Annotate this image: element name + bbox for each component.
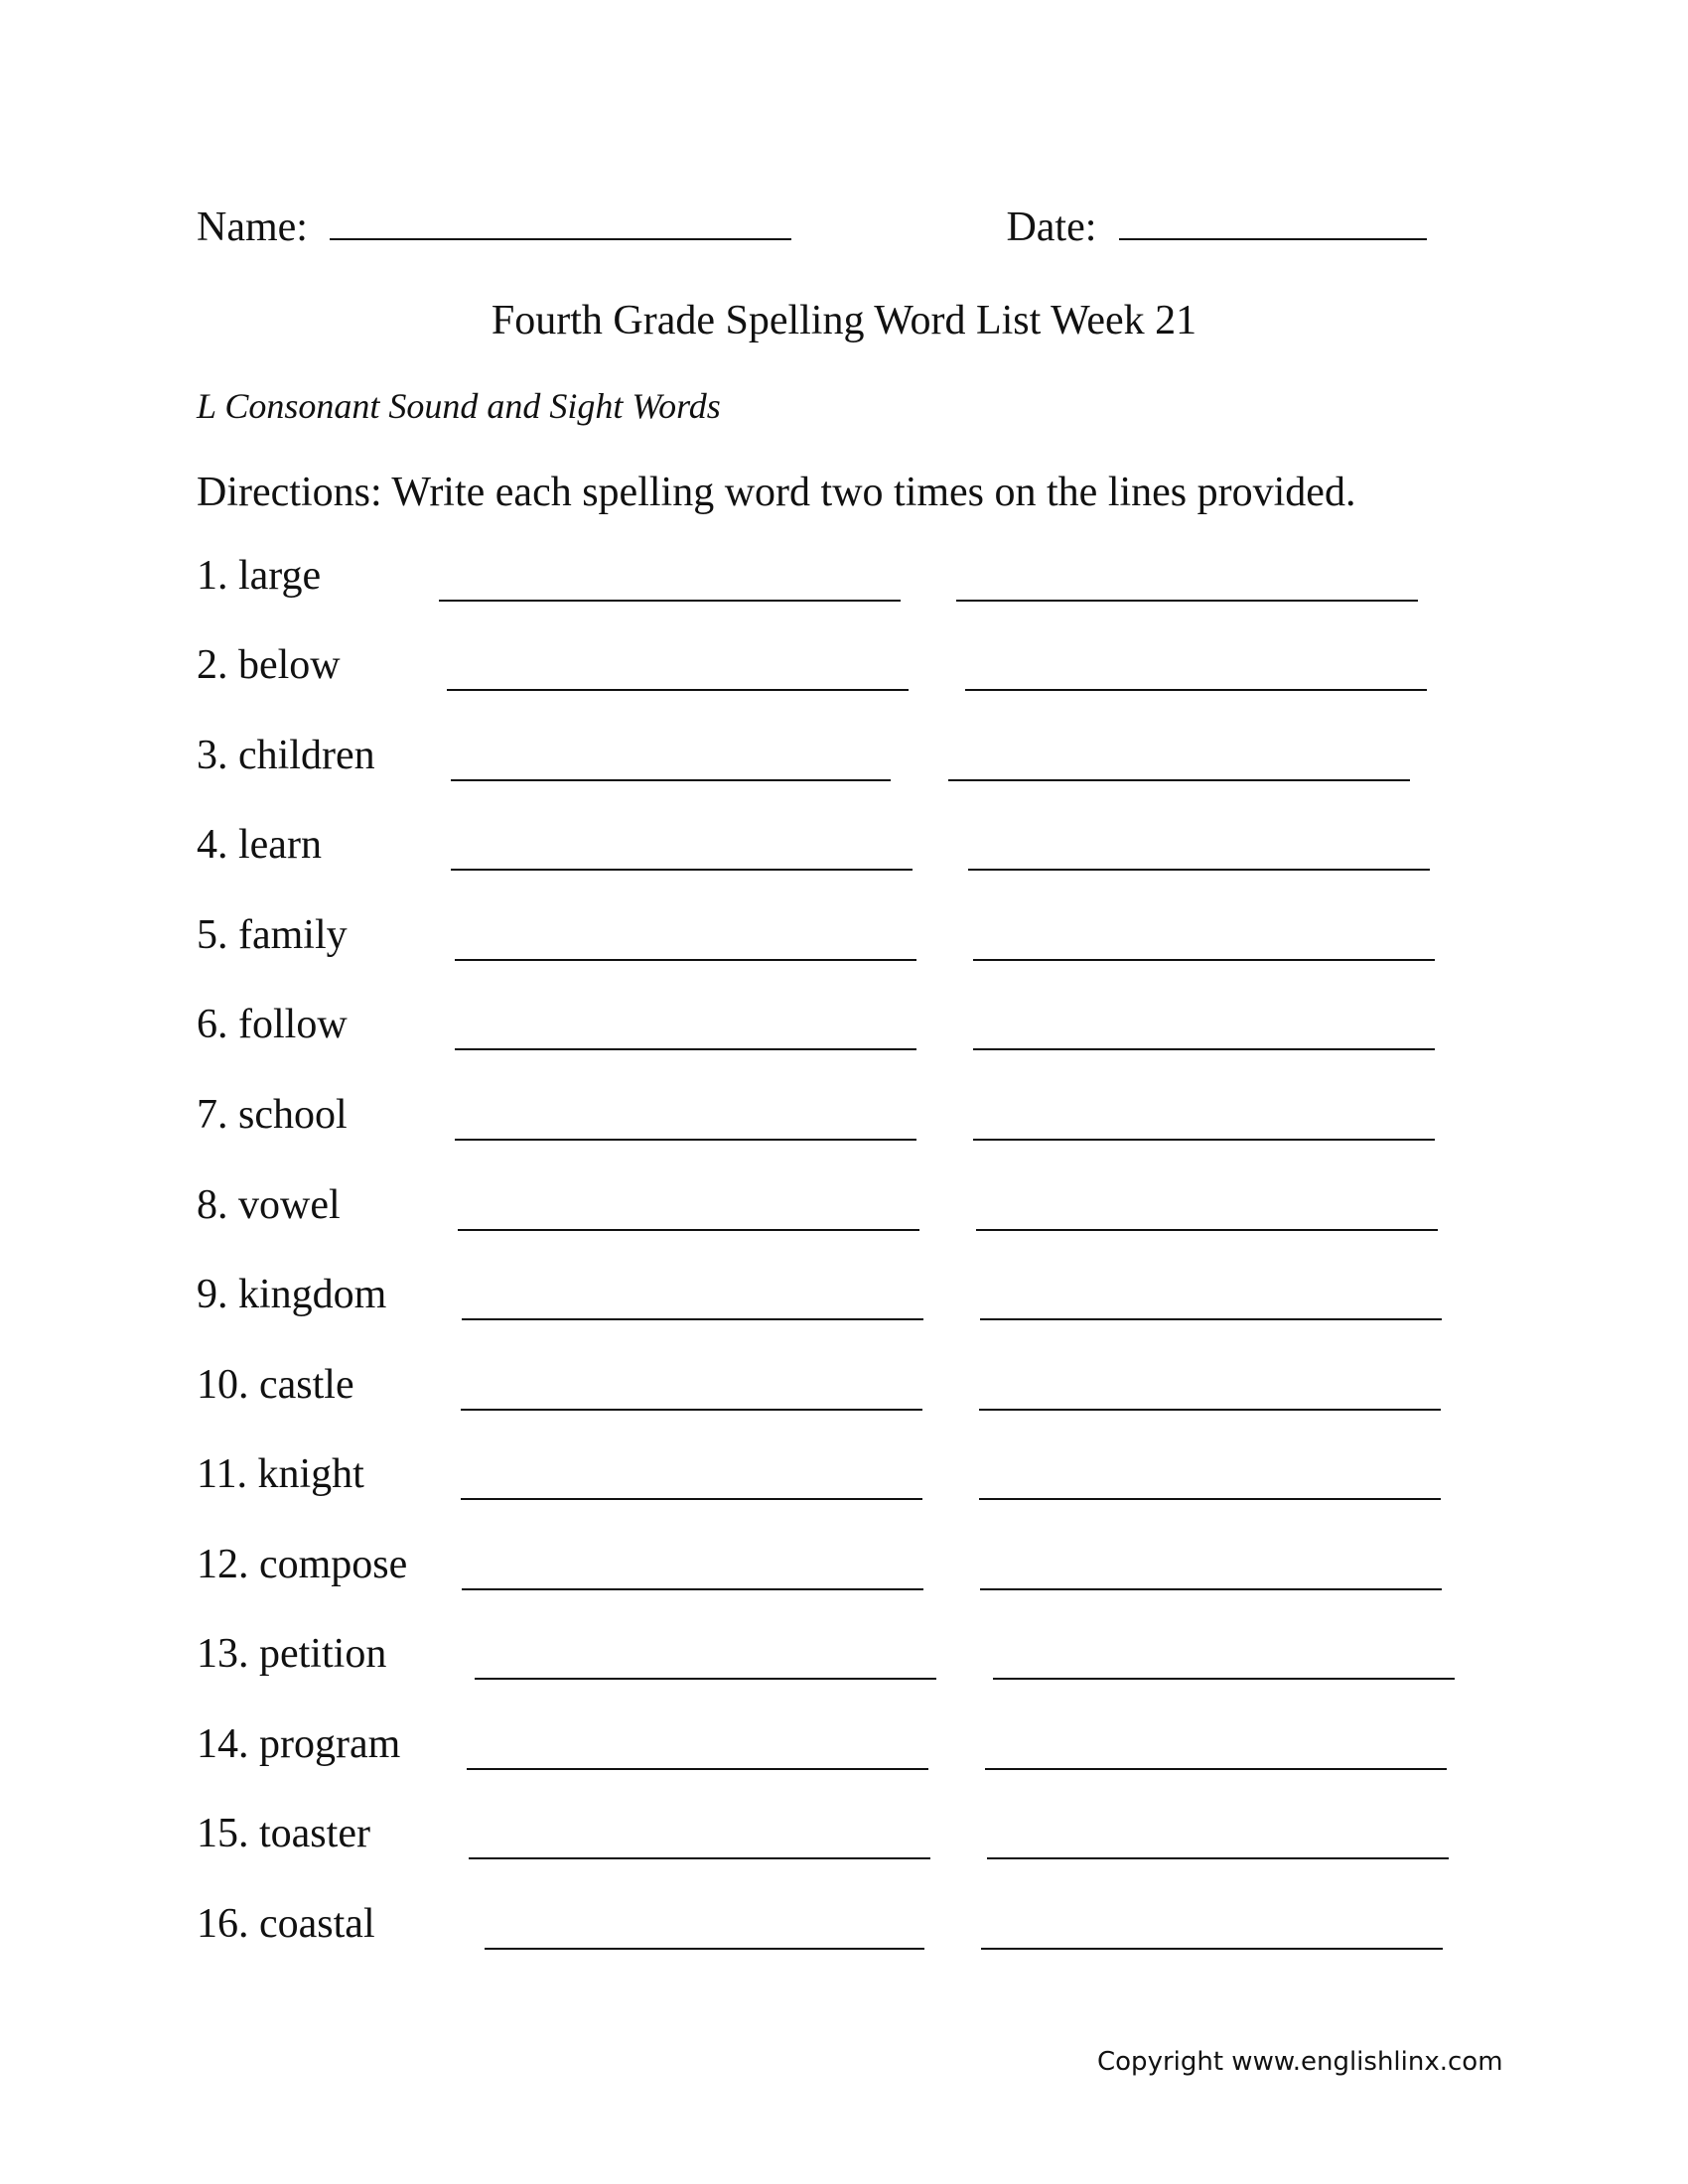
date-blank[interactable] (1119, 199, 1427, 240)
answer-line-1[interactable] (439, 600, 901, 602)
word-label: 1. large (197, 553, 322, 599)
worksheet-subtitle: L Consonant Sound and Sight Words (197, 386, 721, 426)
answer-line-2[interactable] (956, 600, 1418, 602)
word-row (197, 1267, 1487, 1326)
answer-line-1[interactable] (458, 1229, 919, 1231)
word-label: 12. compose (197, 1542, 408, 1587)
answer-line-1[interactable] (461, 1409, 922, 1411)
word-label: 10. castle (197, 1362, 354, 1408)
word-row (197, 1896, 1487, 1956)
name-blank[interactable] (330, 199, 791, 240)
word-label: 2. below (197, 642, 341, 688)
word-row (197, 548, 1487, 608)
answer-line-2[interactable] (973, 1139, 1435, 1141)
word-row (197, 728, 1487, 787)
name-label: Name: (197, 205, 308, 250)
answer-line-2[interactable] (981, 1948, 1443, 1950)
answer-line-1[interactable] (485, 1948, 924, 1950)
answer-line-2[interactable] (968, 869, 1430, 871)
answer-line-2[interactable] (979, 1498, 1441, 1500)
answer-line-1[interactable] (455, 959, 916, 961)
answer-line-2[interactable] (980, 1318, 1442, 1320)
word-label: 5. family (197, 912, 348, 958)
copyright-footer: Copyright www.englishlinx.com (1097, 2047, 1503, 2077)
answer-line-2[interactable] (973, 1048, 1435, 1050)
word-label: 13. petition (197, 1631, 387, 1677)
answer-line-2[interactable] (993, 1678, 1455, 1680)
worksheet-title: Fourth Grade Spelling Word List Week 21 (491, 298, 1197, 343)
answer-line-1[interactable] (462, 1318, 923, 1320)
word-label: 14. program (197, 1721, 401, 1767)
word-row (197, 997, 1487, 1056)
answer-line-1[interactable] (462, 1588, 923, 1590)
word-row (197, 1087, 1487, 1147)
answer-line-2[interactable] (976, 1229, 1438, 1231)
answer-line-1[interactable] (467, 1768, 928, 1770)
answer-line-2[interactable] (987, 1857, 1449, 1859)
word-row (197, 1806, 1487, 1865)
word-label: 3. children (197, 733, 375, 778)
word-row (197, 1537, 1487, 1596)
date-label: Date: (1006, 205, 1097, 250)
answer-line-1[interactable] (451, 779, 891, 781)
answer-line-2[interactable] (973, 959, 1435, 961)
word-row (197, 637, 1487, 697)
answer-line-1[interactable] (461, 1498, 922, 1500)
answer-line-1[interactable] (455, 1048, 916, 1050)
word-label: 7. school (197, 1092, 348, 1138)
word-row (197, 1177, 1487, 1237)
word-label: 4. learn (197, 822, 322, 868)
word-label: 6. follow (197, 1002, 348, 1047)
answer-line-2[interactable] (965, 689, 1427, 691)
answer-line-1[interactable] (475, 1678, 936, 1680)
word-label: 9. kingdom (197, 1272, 387, 1317)
word-row (197, 1357, 1487, 1417)
word-label: 16. coastal (197, 1901, 375, 1947)
answer-line-2[interactable] (948, 779, 1410, 781)
directions-text: Directions: Write each spelling word two times on the lines provided. (197, 470, 1356, 515)
word-row (197, 1446, 1487, 1506)
word-row (197, 1626, 1487, 1686)
word-row (197, 817, 1487, 877)
header-fields (197, 199, 1427, 255)
answer-line-1[interactable] (455, 1139, 916, 1141)
answer-line-1[interactable] (447, 689, 909, 691)
word-label: 8. vowel (197, 1182, 341, 1228)
word-label: 11. knight (197, 1451, 364, 1497)
answer-line-2[interactable] (980, 1588, 1442, 1590)
answer-line-2[interactable] (985, 1768, 1447, 1770)
answer-line-2[interactable] (979, 1409, 1441, 1411)
word-label: 15. toaster (197, 1811, 370, 1856)
word-row (197, 907, 1487, 967)
answer-line-1[interactable] (469, 1857, 930, 1859)
answer-line-1[interactable] (451, 869, 913, 871)
word-row (197, 1716, 1487, 1776)
